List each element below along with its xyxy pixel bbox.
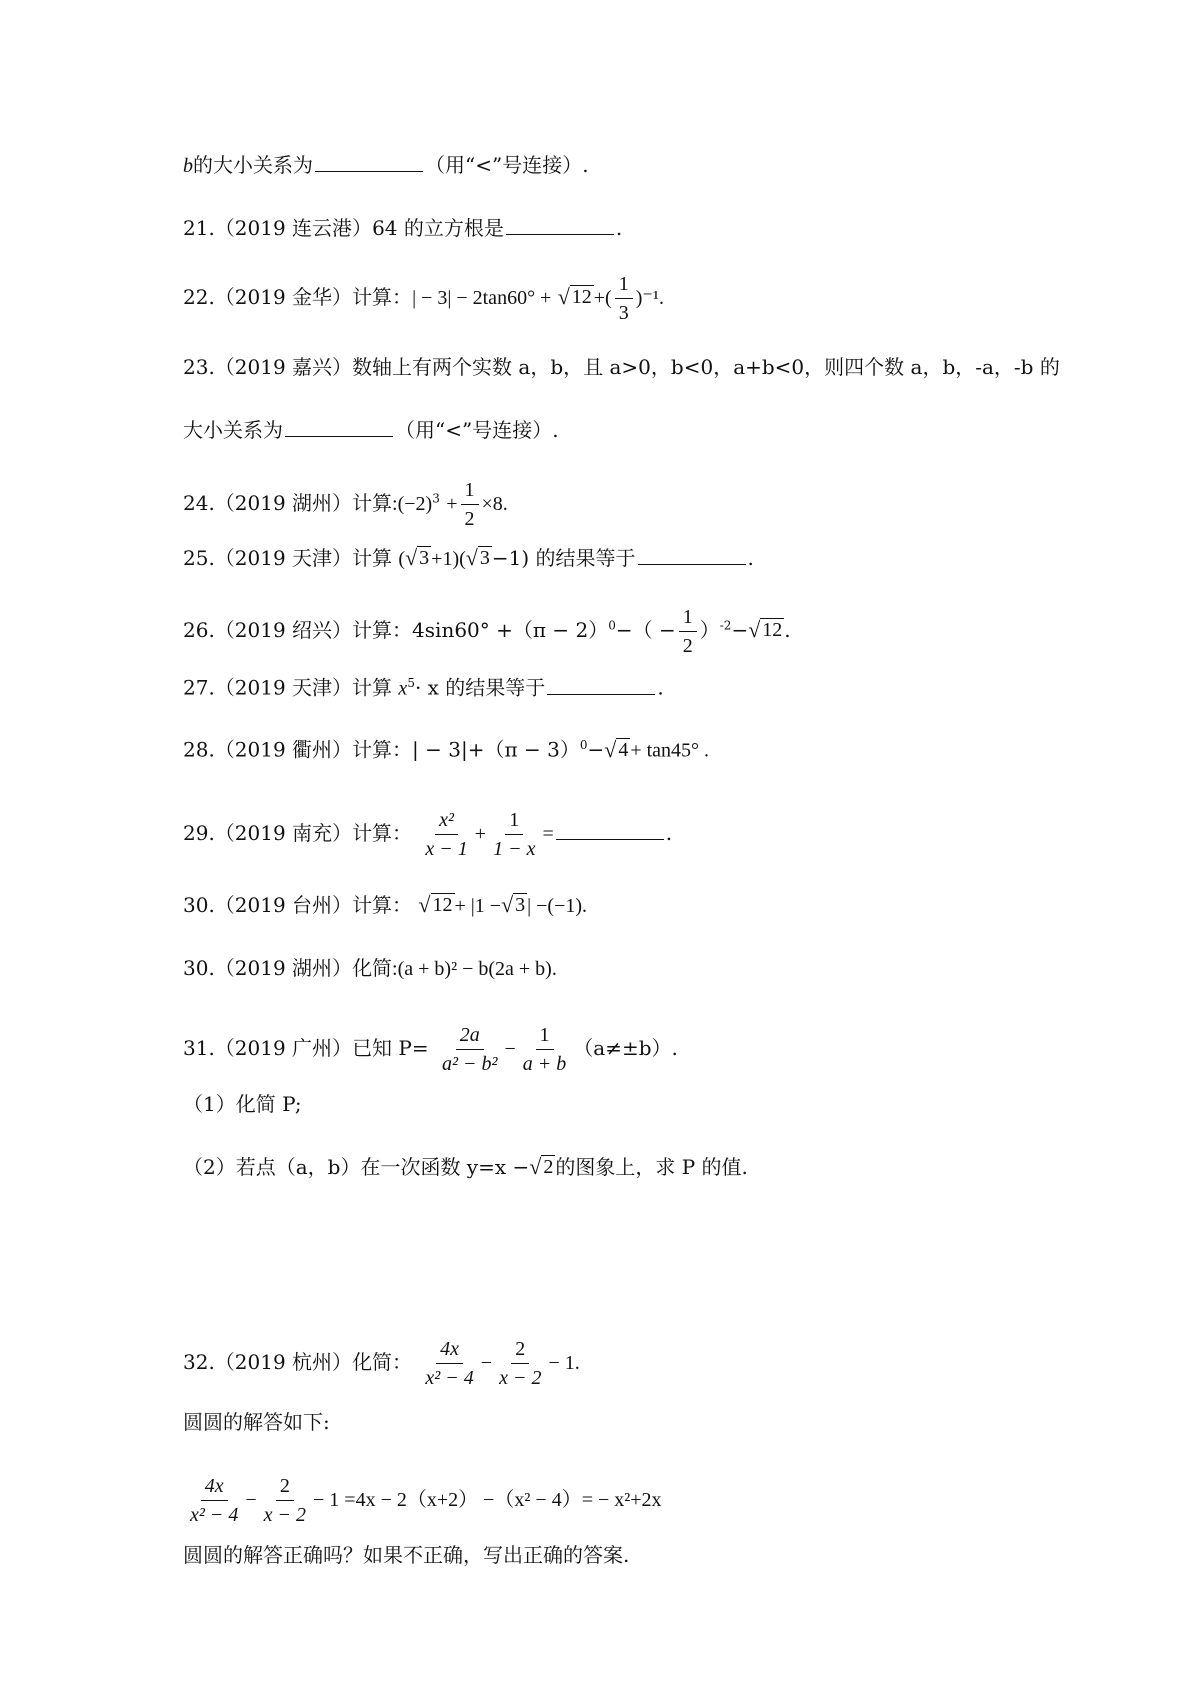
sqrt-3: √ 3	[501, 892, 526, 917]
sqrt-12: √ 12	[748, 617, 783, 642]
fraction: $\frac{1}{1 - x}$	[493, 809, 536, 860]
fraction: $\frac{2}{x - 2}$	[263, 1475, 307, 1526]
sqrt-12: √ 12	[418, 892, 453, 917]
question-30: 30.（2019 台州）计算： √ 12 + |1 − √ 3 | −(−1).	[183, 892, 588, 917]
question-25: 25.（2019 天津）计算 ( √ 3 +1)( √ 3 −1) 的结果等于 .	[183, 545, 754, 570]
question-32: 32.（2019 杭州）化简： $\frac{4x}{\text{x² − 4}}$ − $\frac{2}{x - 2}$ − 1.	[183, 1338, 580, 1389]
answer-blank[interactable]	[556, 819, 664, 840]
question-31-part2: （2）若点（a，b）在一次函数 y=x − √ 2 的图象上，求 P 的值.	[183, 1154, 748, 1179]
fraction: $\frac{1}{a + b}$	[522, 1024, 567, 1075]
question-30b: 30.（2019 湖州）化简:(a + b)² − b(2a + b).	[183, 956, 557, 980]
fraction: $\frac{2a}{\text{a² − b²}}$	[442, 1024, 498, 1075]
fraction: $\frac{2}{x - 2}$	[499, 1338, 542, 1389]
line-continuation: b的大小关系为 （用“<”号连接）.	[183, 153, 589, 177]
fraction: $\frac{4x}{\text{x² − 4}}$	[190, 1475, 239, 1526]
question-27: 27.（2019 天津）计算 $x^5\cdot x$ 的结果等于 .	[183, 675, 664, 700]
fraction: $\frac{1}{3}$	[615, 272, 633, 325]
sqrt-3: √ 3	[405, 545, 430, 570]
answer-blank[interactable]	[315, 151, 423, 172]
question-23: 23.（2019 嘉兴）数轴上有两个实数 a，b，且 a>0，b<0，a+b<0，则四个数 a，b，-a，-b 的	[183, 355, 1060, 379]
sqrt-12: √ 12	[557, 284, 592, 309]
question-32-intro: 圆圆的解答如下:	[183, 1410, 330, 1434]
fraction: $\frac{1}{2}$	[461, 478, 479, 531]
question-24: 24.（2019 湖州）计算$:(-2)^3$ + $\frac{1}{2}$ ×8.	[183, 479, 508, 530]
fraction: $\frac{1}{2}$	[679, 605, 697, 658]
question-28: 28.（2019 衢州）计算：| − $3|+(\pi - 3)^0-$ √ 4 + tan45° .	[183, 736, 710, 762]
question-22: 22.（2019 金华）计算：| − 3| − 2tan60° + √ 12 +( $\frac{1}{3}$ )⁻¹.	[183, 273, 664, 324]
question-21: 21.（2019 连云港）64 的立方根是 .	[183, 216, 623, 240]
question-32-prompt: 圆圆的解答正确吗？如果不正确，写出正确的答案.	[183, 1543, 630, 1567]
sqrt-3: √ 3	[465, 545, 490, 570]
sqrt-2: √ 2	[529, 1154, 554, 1179]
question-29: 29.（2019 南充）计算： $\frac{\text{x²}}{x - 1}$ + $\frac{1}{1 - x}$ = .	[183, 809, 673, 860]
question-23-cont: 大小关系为 （用“<”号连接）.	[183, 418, 559, 442]
question-26: 26.（2019 绍兴）计算：$4\sin 60^\circ +(\pi - 2)^0-$（ − $\frac{1}{2}$ ）$^{-2}$− √ 12 .	[183, 606, 791, 657]
answer-blank[interactable]	[547, 674, 655, 695]
fraction: $\frac{\text{x²}}{x - 1}$	[425, 809, 468, 860]
answer-blank[interactable]	[506, 214, 614, 235]
question-31-part1: （1）化简 P;	[183, 1092, 302, 1116]
question-32-solution: $\frac{4x}{\text{x² − 4}}$ − $\frac{2}{x - 2}$ − 1 =4x − 2（x+2） −（x² − 4）= − x²+2x	[183, 1474, 662, 1527]
answer-blank[interactable]	[285, 416, 393, 437]
question-31: 31.（2019 广州）已知 P= $\frac{2a}{\text{a² − b²}}$ − $\frac{1}{a + b}$ （a≠±b）.	[183, 1024, 678, 1075]
answer-blank[interactable]	[638, 544, 746, 565]
fraction: $\frac{4x}{\text{x² − 4}}$	[425, 1338, 474, 1389]
sqrt-4: √ 4	[604, 736, 629, 762]
